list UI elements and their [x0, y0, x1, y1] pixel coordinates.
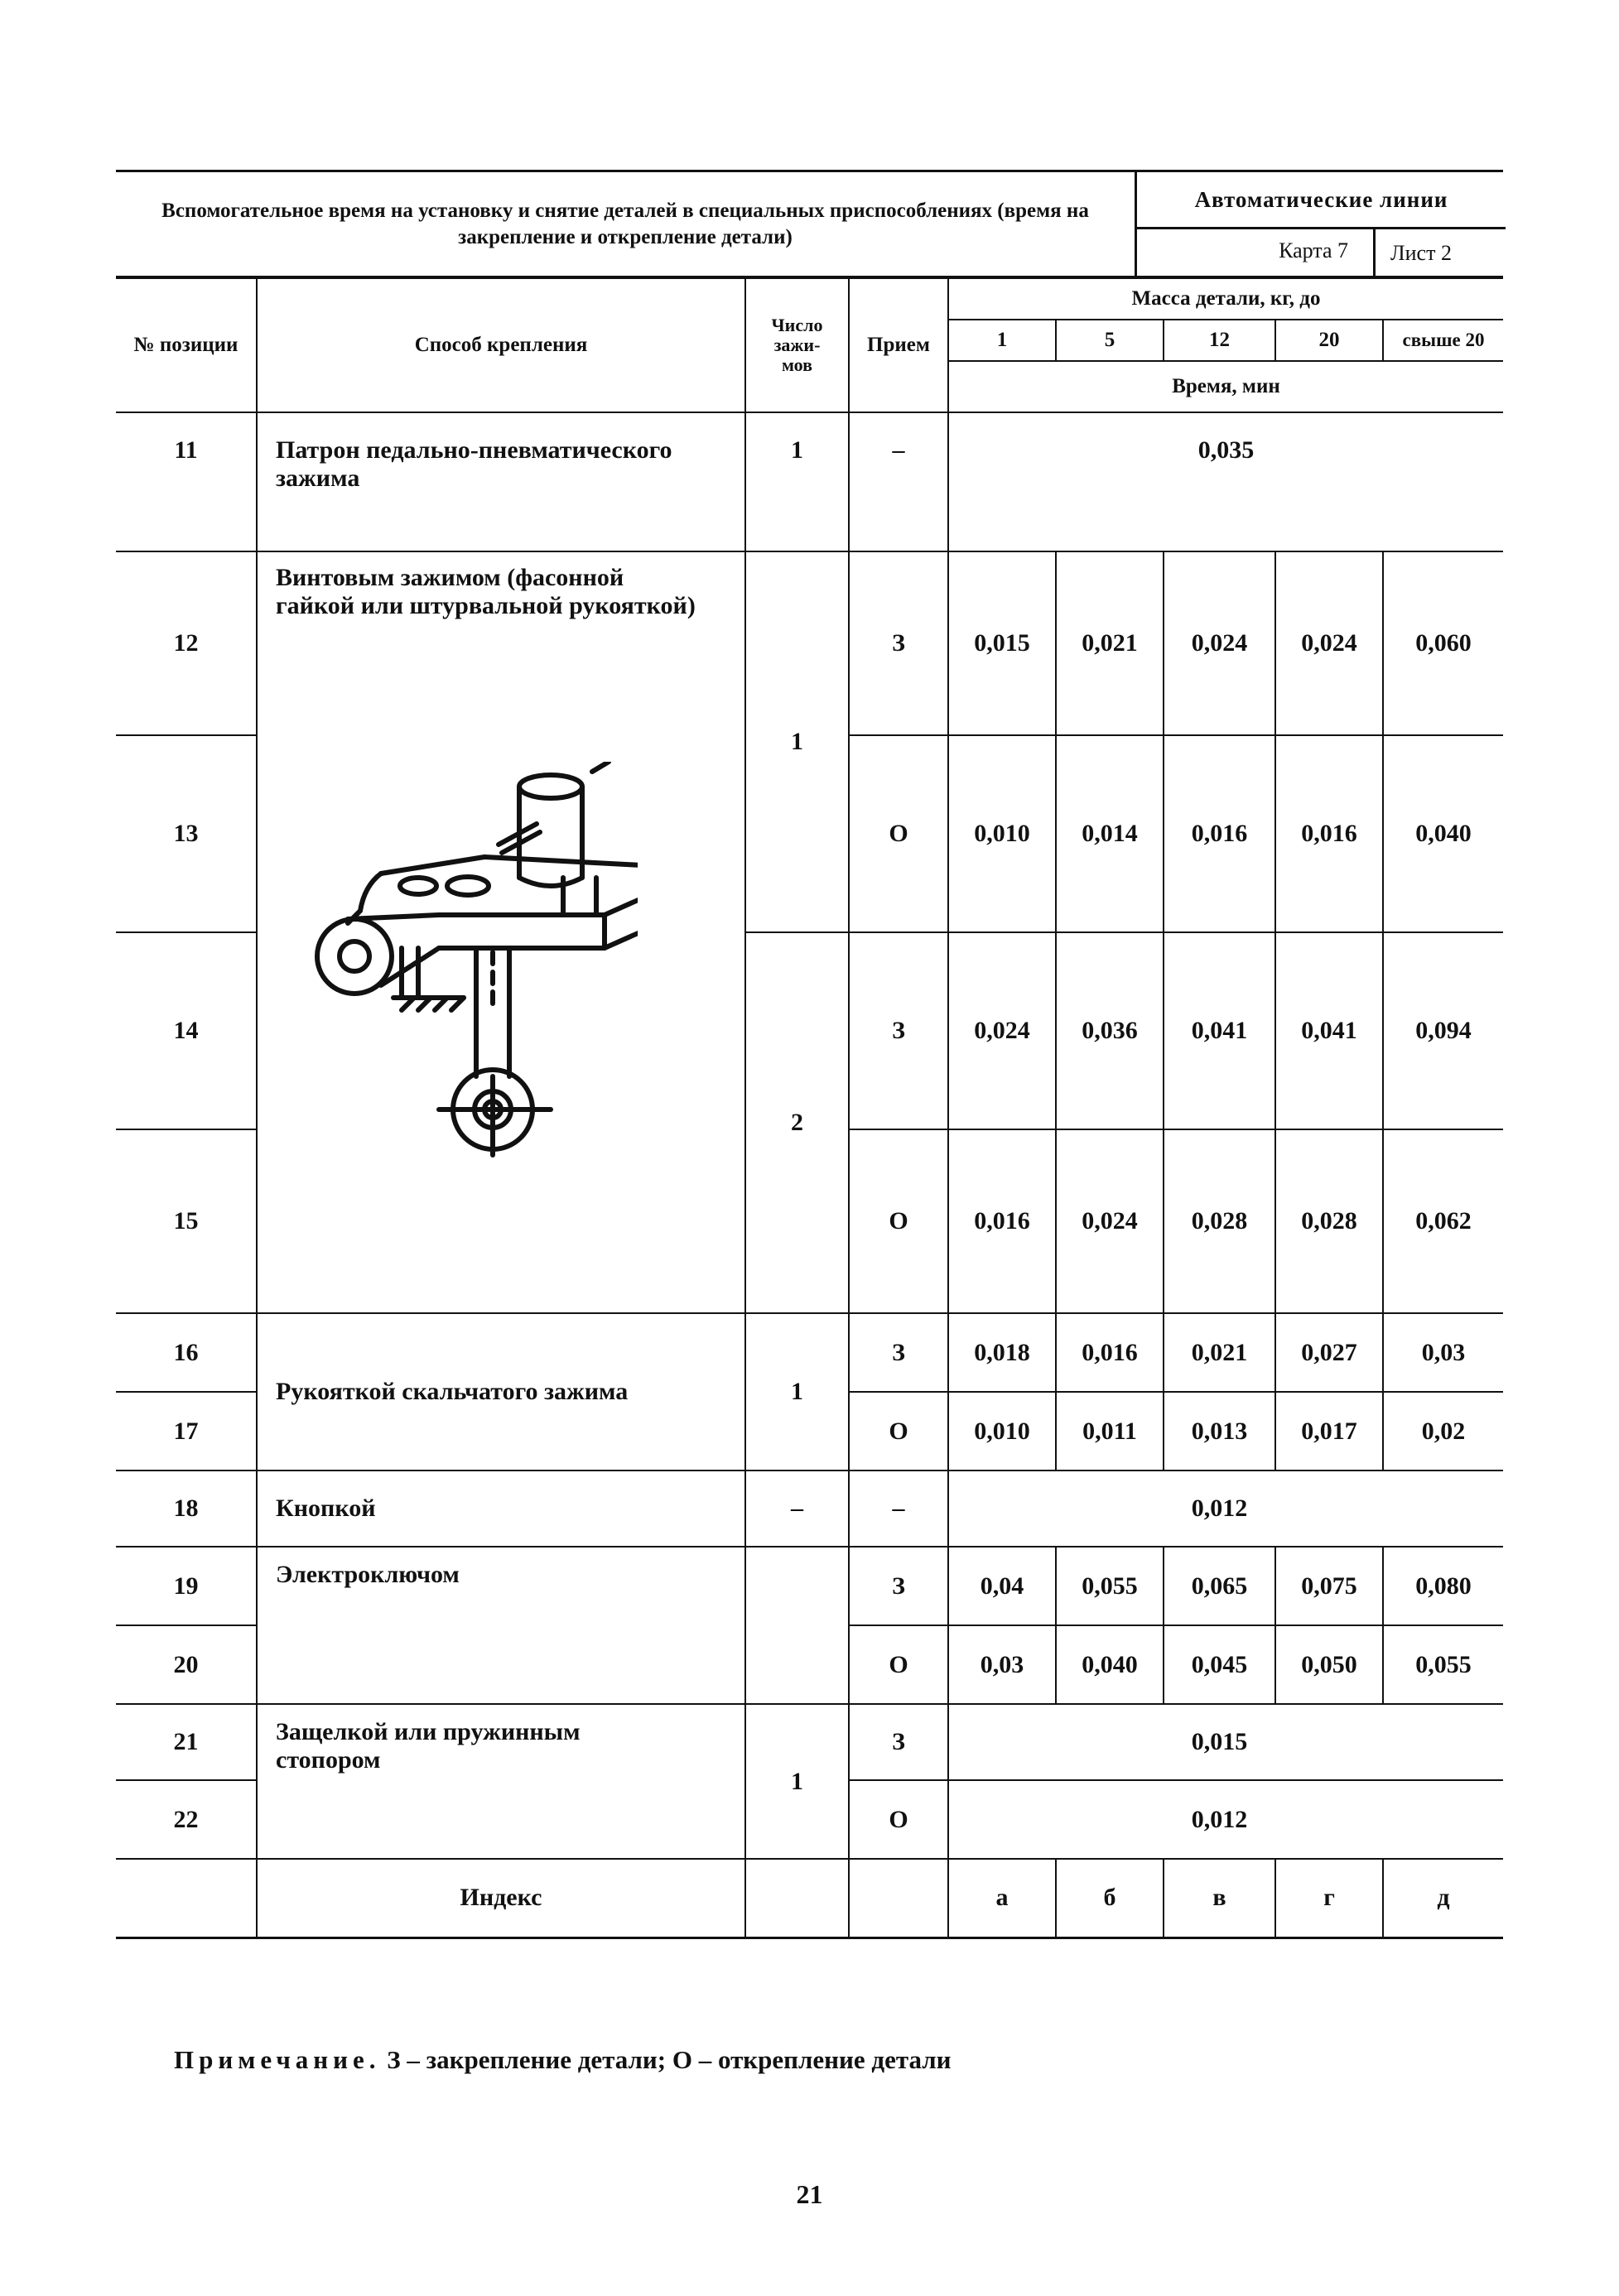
time-cell: 0,094 — [1383, 932, 1503, 1129]
time-cell: 0,062 — [1383, 1129, 1503, 1313]
method-text: Защелкой или пружинным стопором — [276, 1718, 581, 1774]
action-cell: О — [849, 1392, 948, 1470]
card-header — [116, 170, 1503, 278]
footnote-text: З – закрепление детали; О – открепление детали — [387, 2045, 952, 2074]
method-cell: Кнопкой — [257, 1470, 745, 1547]
time-cell: 0,036 — [1056, 932, 1164, 1129]
time-cell: 0,024 — [1056, 1129, 1164, 1313]
index-letter: д — [1383, 1859, 1503, 1937]
time-cell: 0,028 — [1164, 1129, 1275, 1313]
time-cell: 0,045 — [1164, 1625, 1275, 1704]
index-empty-cell — [745, 1859, 849, 1937]
action-cell: – — [849, 1470, 948, 1547]
action-cell: З — [849, 1547, 948, 1625]
time-cell-empty — [1056, 1704, 1164, 1780]
time-cell: 0,024 — [1275, 551, 1383, 735]
time-cell: 0,013 — [1164, 1392, 1275, 1470]
time-cell: 0,027 — [1275, 1313, 1383, 1392]
time-cell: 0,04 — [948, 1547, 1056, 1625]
action-cell: – — [849, 412, 948, 551]
table-row — [116, 1547, 1503, 1625]
footnote-lead: Примечание. — [174, 2045, 381, 2074]
footnote — [174, 2045, 951, 2075]
position-cell: 20 — [116, 1625, 257, 1704]
time-cell: 0,075 — [1275, 1547, 1383, 1625]
index-letter: б — [1056, 1859, 1164, 1937]
time-cell-empty — [948, 1780, 1056, 1859]
table-row — [116, 1313, 1503, 1392]
mass-group-header: Масса детали, кг, до — [948, 278, 1503, 320]
time-cell: 0,03 — [1383, 1313, 1503, 1392]
time-cell-empty — [1275, 1470, 1383, 1547]
time-cell: 0,015 — [1164, 1704, 1275, 1780]
time-cell: 0,018 — [948, 1313, 1056, 1392]
clamps-cell-empty — [745, 1547, 849, 1704]
clamps-cell: 1 — [745, 551, 849, 932]
index-letter: а — [948, 1859, 1056, 1937]
time-cell: 0,065 — [1164, 1547, 1275, 1625]
time-cell: 0,011 — [1056, 1392, 1164, 1470]
time-cell-empty — [948, 1704, 1056, 1780]
time-cell: 0,080 — [1383, 1547, 1503, 1625]
time-cell: 0,041 — [1275, 932, 1383, 1129]
method-cell: Электроключом — [257, 1547, 745, 1704]
time-cell: 0,016 — [1275, 735, 1383, 932]
time-cell: 0,016 — [1056, 1313, 1164, 1392]
card-title: Вспомогательное время на установку и снятие деталей в специальных приспособлениях (время на закрепление и открепление детали) — [161, 199, 1089, 248]
time-cell: 0,014 — [1056, 735, 1164, 932]
time-cell: 0,055 — [1383, 1625, 1503, 1704]
method-cell — [257, 1704, 745, 1859]
time-cell: 0,03 — [948, 1625, 1056, 1704]
position-cell: 17 — [116, 1392, 257, 1470]
card-number: Карта 7 — [1279, 238, 1348, 262]
time-cell: 0,016 — [1164, 735, 1275, 932]
time-cell: 0,024 — [948, 932, 1056, 1129]
time-cell: 0,021 — [1056, 551, 1164, 735]
time-cell-merged: 0,035 — [948, 412, 1503, 551]
table-row — [116, 551, 1503, 735]
action-cell: О — [849, 1780, 948, 1859]
mass-header-5: 5 — [1056, 320, 1164, 361]
mass-header-20: 20 — [1275, 320, 1383, 361]
time-label-header: Время, мин — [948, 361, 1503, 412]
action-cell: З — [849, 551, 948, 735]
index-row — [116, 1859, 1503, 1937]
section-name: Автоматические линии — [1194, 187, 1448, 212]
time-cell-empty — [1383, 1470, 1503, 1547]
time-cell: 0,010 — [948, 1392, 1056, 1470]
method-text: Винтовым зажимом (фасонной гайкой или штурвальной рукояткой) — [276, 564, 696, 619]
col-method-header: Способ крепления — [257, 278, 745, 412]
sheet-number: Лист 2 — [1373, 229, 1506, 276]
time-cell-empty — [1275, 1704, 1383, 1780]
time-cell: 0,041 — [1164, 932, 1275, 1129]
time-cell: 0,021 — [1164, 1313, 1275, 1392]
page-number: 21 — [796, 2179, 823, 2209]
time-cell: 0,012 — [1164, 1470, 1275, 1547]
position-cell: 22 — [116, 1780, 257, 1859]
time-cell-empty — [948, 1470, 1056, 1547]
index-letter: г — [1275, 1859, 1383, 1937]
time-cell-empty — [1383, 1780, 1503, 1859]
col-position-header: № позиции — [116, 278, 257, 412]
table-row — [116, 1470, 1503, 1547]
position-cell: 14 — [116, 932, 257, 1129]
time-cell: 0,055 — [1056, 1547, 1164, 1625]
card-meta — [1135, 172, 1506, 276]
index-empty-cell — [116, 1859, 257, 1937]
time-cell: 0,024 — [1164, 551, 1275, 735]
action-cell: О — [849, 735, 948, 932]
time-cell-empty — [1275, 1780, 1383, 1859]
time-cell: 0,02 — [1383, 1392, 1503, 1470]
clamps-cell: 2 — [745, 932, 849, 1313]
time-cell: 0,040 — [1383, 735, 1503, 932]
time-cell: 0,016 — [948, 1129, 1056, 1313]
mass-header-12: 12 — [1164, 320, 1275, 361]
action-cell: О — [849, 1625, 948, 1704]
clamps-cell: 1 — [745, 1704, 849, 1859]
mass-header-over-20: свыше 20 — [1383, 320, 1503, 361]
time-cell: 0,012 — [1164, 1780, 1275, 1859]
time-cell-empty — [1056, 1780, 1164, 1859]
clamps-cell: – — [745, 1470, 849, 1547]
position-cell: 13 — [116, 735, 257, 932]
col-clamps-header: Число зажи-мов — [745, 278, 849, 412]
position-cell: 11 — [116, 412, 257, 551]
table-row — [116, 1704, 1503, 1780]
method-cell: Рукояткой скальчатого зажима — [257, 1313, 745, 1470]
position-cell: 19 — [116, 1547, 257, 1625]
position-cell: 18 — [116, 1470, 257, 1547]
position-cell: 12 — [116, 551, 257, 735]
time-cell: 0,050 — [1275, 1625, 1383, 1704]
index-empty-cell — [849, 1859, 948, 1937]
action-cell: О — [849, 1129, 948, 1313]
mass-header-1: 1 — [948, 320, 1056, 361]
clamps-cell: 1 — [745, 412, 849, 551]
time-cell-empty — [1056, 1470, 1164, 1547]
time-cell: 0,060 — [1383, 551, 1503, 735]
col-action-header: Прием — [849, 278, 948, 412]
time-cell-empty — [1383, 1704, 1503, 1780]
position-cell: 15 — [116, 1129, 257, 1313]
action-cell: З — [849, 932, 948, 1129]
method-cell: Патрон педально-пневматического зажима — [257, 412, 745, 551]
action-cell: З — [849, 1313, 948, 1392]
position-cell: 16 — [116, 1313, 257, 1392]
time-cell: 0,028 — [1275, 1129, 1383, 1313]
index-label: Индекс — [257, 1859, 745, 1937]
action-cell: З — [849, 1704, 948, 1780]
time-cell: 0,010 — [948, 735, 1056, 932]
time-cell: 0,017 — [1275, 1392, 1383, 1470]
clamps-cell: 1 — [745, 1313, 849, 1470]
position-cell: 21 — [116, 1704, 257, 1780]
table-row — [116, 412, 1503, 551]
screw-clamp-sketch — [315, 762, 638, 1159]
index-letter: в — [1164, 1859, 1275, 1937]
time-cell: 0,040 — [1056, 1625, 1164, 1704]
time-cell: 0,015 — [948, 551, 1056, 735]
